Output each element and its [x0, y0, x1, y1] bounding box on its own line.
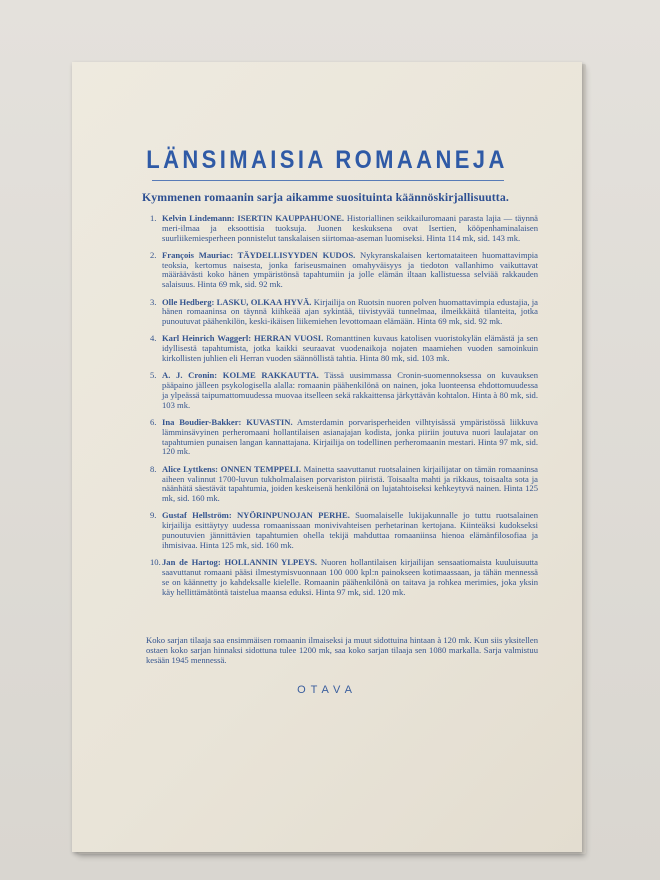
entry-description: Amsterdamin porvarisperheiden vilhtyisässä ympäristössä liikkuva lämminsävyinen perheromaani hollantilaisen asianajajan kodista, jonka piiriin joutuva nuori laulajatar on tapahtumien punaisen langan kannattajana. Kirjailija on todellinen perheromaanin mestari. Hinta 97 mk, sid. 120 mk.: [162, 417, 538, 457]
entry-description: Nykyranskalaisen kertomataiteen huomattavimpia teoksia, kertomus naisesta, jonka fariseusmainen omahyväisyys ja tiedoton vallanhimo vaikuttavat määräävästi koko hänen ympäristönsä tapahtumiin ja jolle elämän iltaan kallistuessa selviää rakkauden salaisuus. Hinta 69 mk, sid. 92 mk.: [162, 249, 538, 290]
entry-description: Mainetta saavuttanut ruotsalainen kirjailijatar on tämän romaaninsa aiheen valinnut 1700-luvun tukholmalaisen porvariston piiristä. Toisaalta mahti ja rikkaus, toisaalta sota ja näänhätä säestävät tapahtumia, joiden keskeisenä henkilönä on lujatahtoiseksi kehkeytyvä nainen. Hinta 125 mk, sid. 160 mk.: [162, 463, 538, 504]
publisher-name: OTAVA: [297, 684, 357, 696]
entry-title: François Mauriac: TÄYDELLISYYDEN KUDOS.: [162, 249, 356, 260]
entry-description: Historiallinen seikkailuromaani parasta lajia — täynnä meri-ilmaa ja eksoottisia tuoksuja. Juonen keskuksena ovat Isertien, kööpenhaminalaisen suurliikemiesperheen ponnistelut tanskalaisen siirtomaa-aseman luomiseksi. Hinta 114 mk, sid. 143 mk.: [162, 213, 538, 243]
entry-title: Karl Heinrich Waggerl: HERRAN VUOSI.: [162, 333, 324, 344]
book-entry: [150, 333, 538, 364]
entry-number: 8.: [150, 463, 157, 474]
entry-description: Kirjailija on Ruotsin nuoren polven huomattavimpia edustajia, ja hänen romaaninsa on täynnä kiihkeää ajan sykintää, tiivistyvää tunnelmaa, ilmeikkäitä tilanteita, jotka punoutuvat päähenkilön, keski-ikäisen liikemiehen levottomaan elämään. Hinta 69 mk, sid. 92 mk.: [162, 296, 538, 327]
entry-title: Alice Lyttkens: ONNEN TEMPPELI.: [162, 463, 302, 474]
book-entry: [150, 557, 538, 597]
book-entry: [150, 370, 538, 410]
subscription-note: Koko sarjan tilaaja saa ensimmäisen romaanin ilmaiseksi ja muut sidottuina hintaan à 120 mk. Kun siis yksitellen ostaen koko sarjan hinnaksi sidottuna tulee 1200 mk, saa koko sarjan tilaaja sen 1080 markalla. Sarja valmistuu kesään 1945 mennessä.: [146, 635, 538, 665]
title-rule: [152, 180, 504, 181]
entry-title: Gustaf Hellström: NYÖRINPUNOJAN PERHE.: [162, 510, 350, 521]
entry-number: 2.: [150, 249, 157, 260]
book-list: [150, 213, 538, 605]
entry-title: Ina Boudier-Bakker: KUVASTIN.: [162, 417, 293, 428]
series-subtitle: Kymmenen romaanin sarja aikamme suosituinta käännöskirjallisuutta.: [142, 190, 509, 204]
entry-description: Romanttinen kuvaus katolisen vuoristokylän elämästä ja sen idyllisestä tapahtumista, jotka kaikki seuraavat vuodenaikoja nojaten maamiehen vuoden samoinkuin kirkollisten juhlien eli Herran vuoden säännöllistä tahtia. Hinta 80 mk, sid. 103 mk.: [162, 333, 538, 364]
book-entry: [150, 213, 538, 243]
entry-number: 10.: [150, 557, 161, 568]
entry-number: 9.: [150, 510, 157, 521]
entry-description: Suomalaiselle lukijakunnalle jo tuttu ruotsalainen kirjailija esittäytyy uudessa romaanissaan monivivahteisen perhetarinan kertojana. Kiinteäksi kudokseksi punoutuvien jännittävien tapahtumien ohella tekijä mahduttaa romaaniinsa hienoa elämänfilosofiaa ja ihmisivaa. Hinta 125 mk, sid. 160 mk.: [162, 510, 538, 550]
book-entry: [150, 417, 538, 457]
entry-number: 5.: [150, 370, 157, 381]
entry-number: 1.: [150, 213, 157, 223]
series-title: LÄNSIMAISIA ROMAANEJA: [146, 145, 508, 174]
entry-description: Nuoren hollantilaisen kirjailijan sensaatiomaista kuuluisuutta saavuttanut romaani pääsi ilmestymisvuonnaan 100 000 kpl:n painokseen kotimaassaan, ja tähän mennessä se on käännetty jo kahdeksalle kielelle. Romaanin päähenkilönä on taitava ja rohkea merimies, joka yksin käy hellittämätöntä taistelua maansa eduksi. Hinta 97 mk, sid. 120 mk.: [162, 557, 538, 597]
entry-description: Tässä uusimmassa Cronin-suomennoksessa on kuvauksen pääpaino jälleen psykologisella alalla: romaanin päähenkilönä on nainen, joka luonteensa ehdottomuudessa ja ylpeässä taipumattomuudessa muovaa itselleen sekä rakkaittensa järkyttävän kohtalon. Hinta à 80 mk, sid. 103 mk.: [162, 370, 538, 410]
book-entry: [150, 463, 538, 504]
book-entry: [150, 249, 538, 290]
entry-title: Jan de Hartog: HOLLANNIN YLPEYS.: [162, 557, 318, 568]
entry-title: Kelvin Lindemann: ISERTIN KAUPPAHUONE.: [162, 213, 345, 223]
book-entry: [150, 296, 538, 327]
entry-number: 6.: [150, 417, 157, 428]
book-entry: [150, 510, 538, 550]
entry-title: Olle Hedberg: LASKU, OLKAA HYVÄ.: [162, 296, 312, 307]
entry-number: 4.: [150, 333, 157, 344]
back-cover: [72, 62, 582, 852]
entry-title: A. J. Cronin: KOLME RAKKAUTTA.: [162, 370, 319, 381]
entry-number: 3.: [150, 296, 157, 307]
